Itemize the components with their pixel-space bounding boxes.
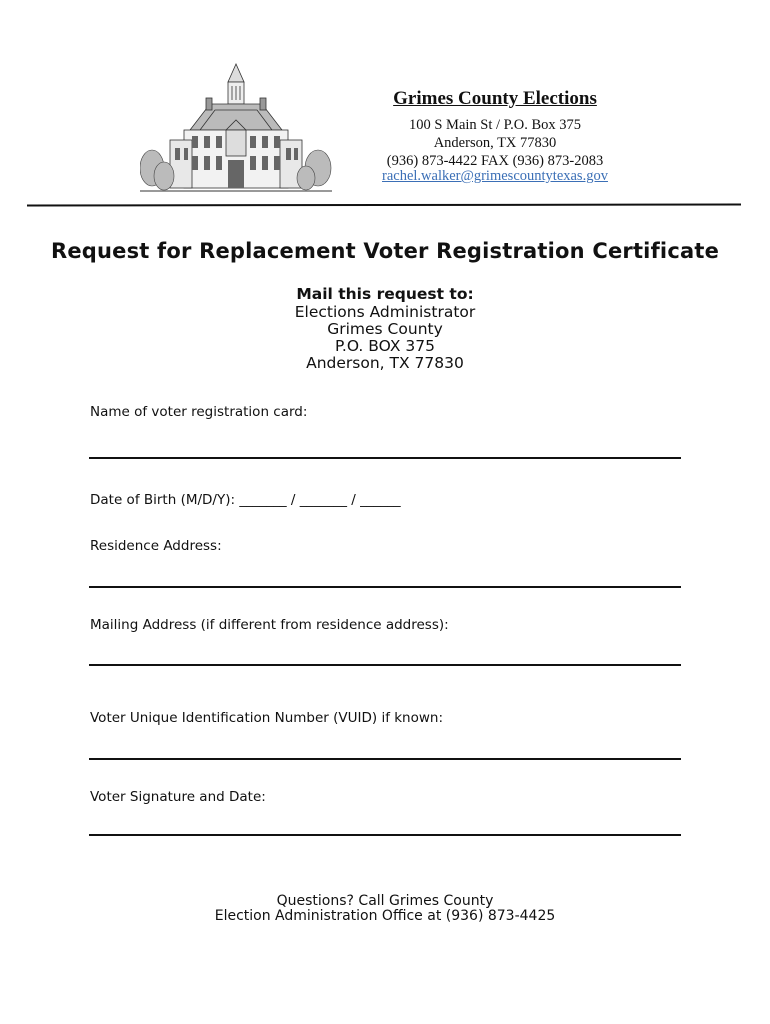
signature-label: Voter Signature and Date:: [90, 789, 266, 805]
residence-label: Residence Address:: [90, 538, 222, 554]
mailing-input-line[interactable]: [89, 664, 681, 666]
mail-heading: Mail this request to:: [296, 285, 474, 303]
signature-input-line[interactable]: [89, 834, 681, 836]
org-name: Grimes County Elections: [393, 88, 597, 109]
mail-line-3: P.O. BOX 375: [335, 337, 435, 355]
address-line-2: Anderson, TX 77830: [433, 135, 557, 151]
mailing-label: Mailing Address (if different from residence address):: [90, 617, 449, 633]
courthouse-illustration: [140, 60, 332, 194]
mail-line-1: Elections Administrator: [294, 303, 476, 321]
phone-fax: (936) 873-4422 FAX (936) 873-2083: [386, 153, 604, 169]
address-line-1: 100 S Main St / P.O. Box 375: [408, 117, 582, 133]
email-link[interactable]: rachel.walker@grimescountytexas.gov: [382, 168, 608, 184]
vuid-label: Voter Unique Identification Number (VUID) if known:: [90, 710, 444, 726]
vuid-input-line[interactable]: [89, 758, 681, 760]
footer-line-2: Election Administration Office at (936) 873-4425: [214, 908, 556, 924]
mail-line-2: Grimes County: [327, 320, 443, 338]
name-label: Name of voter registration card:: [90, 404, 308, 420]
name-input-line[interactable]: [89, 457, 681, 459]
mail-line-4: Anderson, TX 77830: [306, 354, 464, 372]
footer-line-1: Questions? Call Grimes County: [276, 893, 494, 909]
header-divider: [27, 204, 741, 207]
dob-field[interactable]: Date of Birth (M/D/Y): _______ / _______ / ______: [90, 492, 401, 508]
residence-input-line[interactable]: [89, 586, 681, 588]
form-title: Request for Replacement Voter Registration Certificate: [50, 239, 720, 263]
